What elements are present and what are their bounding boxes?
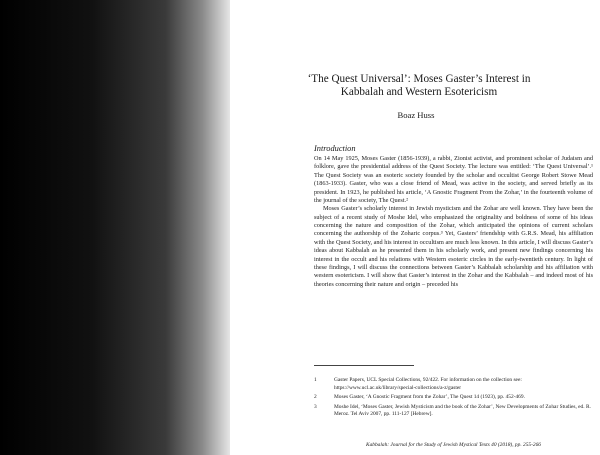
- footnote-text: Moses Gaster, ‘A Gnostic Fragment from the Zohar’, The Quest 14 (1923), pp. 452-469.: [334, 394, 525, 401]
- footnotes: [314, 377, 593, 421]
- article-title: [250, 73, 588, 99]
- journal-footer: Kabbalah: Journal for the Study of Jewish Mystical Texts 40 (2018), pp. 255-266: [366, 442, 541, 448]
- footnote-text: Moshe Idel, ‘Moses Gaster, Jewish Mysticism and the book of the Zohar’, New Developments of Zohar Studies, ed. R. Meroz. Tel Aviv 2007, pp. 111-127 [Hebrew].: [334, 403, 591, 418]
- body-paragraph: Moses Gaster’s scholarly interest in Jewish mysticism and the Zohar are well known. They have been the subject of a recent study of Moshe Idel, who emphasized the originality and boldness of some of his ideas concerning the nature and composition of the Zohar, which anticipated the opinions of current scholars concerning the authorship of the Zoharic corpus.³ Yet, Gasters’ friendship with G.R.S. Mead, his affiliation with the Quest Society, and his interest in occultism are much less known. In this article, I will discuss Gaster’s ideas about Kabbalah as he presented them in his scholarly work, and present new findings concerning his interest in the occult and his relations with Western esoteric circles in the early-twentieth century. In light of these findings, I will discuss the connections between Gaster’s Kabbalah scholarship and his affiliation with western esotericism. I will show that Gaster’s interest in the Zohar and the Kabbalah – and indeed most of his theories concerning their nature and origin – preceded his: [314, 205, 593, 288]
- footnote: [314, 377, 593, 392]
- body-paragraph: On 14 May 1925, Moses Gaster (1856-1939), a rabbi, Zionist activist, and prominent scholar of Judaism and folklore, gave the presidential address of the Quest Society. The lecture was entitled: ‘The Quest Universal’.¹ The Quest Society was an esoteric society founded by the scholar and occultist George Robert Stowe Mead (1863-1933). Gaster, who was a close friend of Mead, was active in the society, and served briefly as its president. In 1923, he published his article, ‘A Gnostic Fragment From the Zohar,’ in the fourteenth volume of the journal of the society, The Quest.²: [314, 155, 593, 204]
- footnote-text: Gaster Papers, UCL Special Collections, 92/422. For information on the collection see: https://www.ucl.ac.uk/library/special-collections/a-z/gaster: [334, 377, 522, 391]
- book-gutter-shadow: [0, 0, 230, 455]
- footnote-number: 3: [314, 403, 317, 410]
- footnote: [314, 394, 593, 402]
- footnote: [314, 404, 593, 419]
- article-author: Boaz Huss: [397, 110, 435, 120]
- footnote-number: 2: [314, 394, 317, 401]
- body-text: [314, 155, 593, 289]
- article-title-line-1: ‘The Quest Universal’: Moses Gaster’s Interest in: [307, 73, 531, 85]
- document-page: [232, 0, 600, 455]
- section-heading: Introduction: [314, 144, 356, 153]
- footnote-divider: [314, 365, 414, 366]
- footnote-number: 1: [314, 377, 317, 383]
- article-title-line-2: Kabbalah and Western Esotericism: [340, 86, 498, 98]
